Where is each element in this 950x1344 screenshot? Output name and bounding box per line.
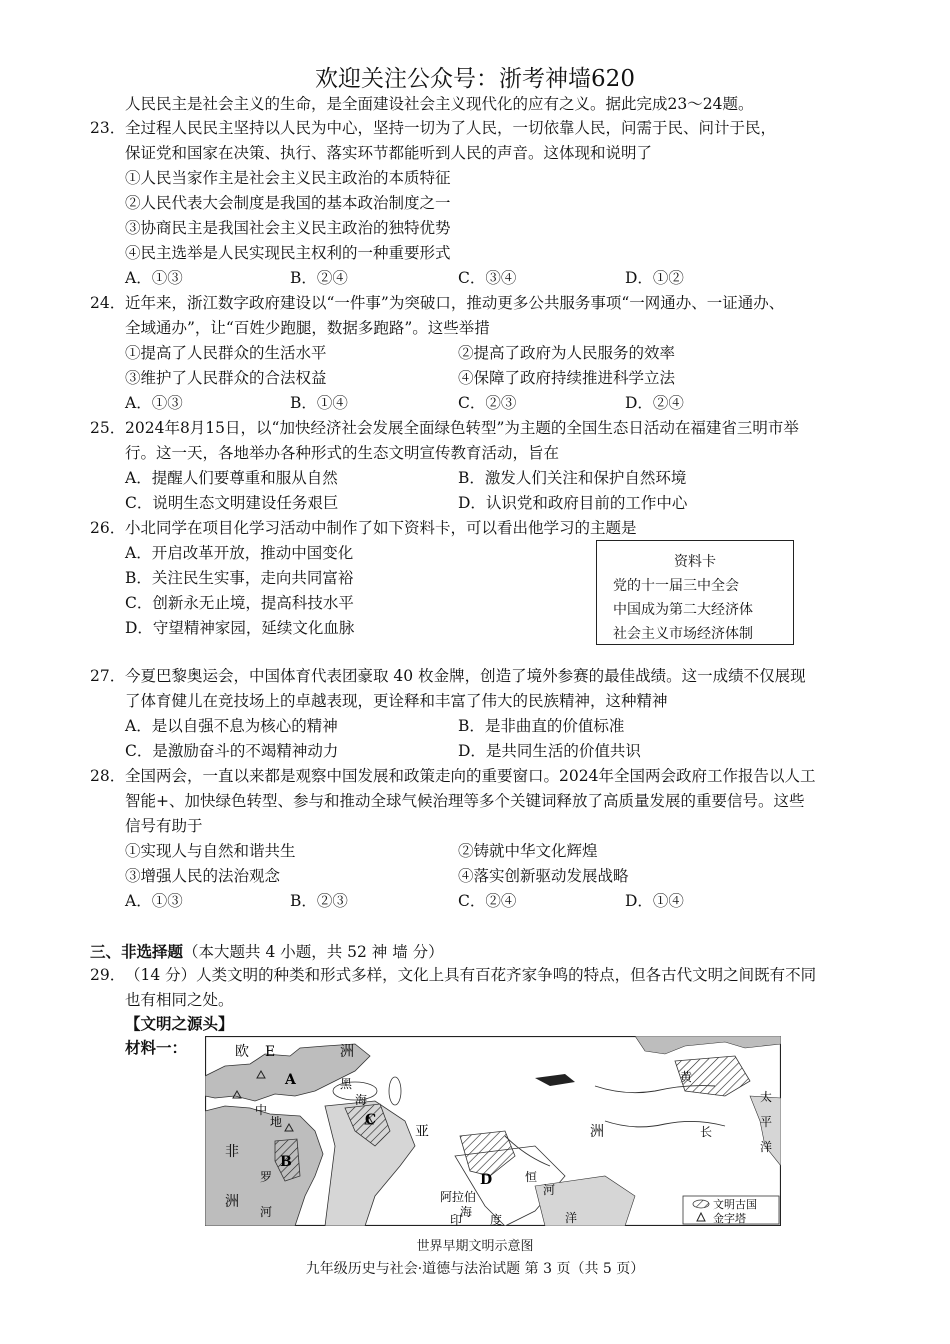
q26-option-d[interactable]: D．守望精神家园，延续文化血脉 — [125, 619, 355, 637]
label-asia-zhou: 洲 — [590, 1124, 604, 1140]
q26-stem-line1: 小北同学在项目化学习活动中制作了如下资料卡，可以看出他学习的主题是 — [125, 519, 637, 537]
q26-option-a[interactable]: A．开启改革开放，推动中国变化 — [125, 544, 354, 562]
label-europe-ou: 欧 — [235, 1044, 249, 1060]
q28-number: 28． — [90, 767, 126, 785]
label-b: B — [280, 1154, 292, 1170]
q24-statement-2: ②提高了政府为人民服务的效率 — [458, 344, 676, 362]
world-early-civilization-map — [205, 1036, 781, 1226]
q28-statement-3: ③增强人民的法治观念 — [125, 867, 281, 885]
q24-option-c[interactable]: C．②③ — [458, 394, 517, 412]
q27-stem-line1: 今夏巴黎奥运会，中国体育代表团豪取 40 枚金牌，创造了境外参赛的最佳战绩。这一成绩不仅展现 — [125, 667, 806, 685]
label-c: C — [365, 1112, 377, 1128]
label-huang: 黄 — [680, 1070, 693, 1084]
q25-option-b[interactable]: B．激发人们关注和保护自然环境 — [458, 469, 687, 487]
intro-text: 人民民主是社会主义的生命，是全面建设社会主义现代化的应有之义。据此完成23～24题。 — [125, 95, 754, 113]
q27-stem-line2: 了体育健儿在竞技场上的卓越表现，更诠释和丰富了伟大的民族精神，这种精神 — [125, 692, 668, 710]
label-zhong: 中 — [255, 1103, 268, 1117]
label-zhou-af: 洲 — [225, 1194, 239, 1210]
q25-option-a[interactable]: A．提醒人们要尊重和服从自然 — [125, 469, 338, 487]
label-hai2: 海 — [460, 1205, 473, 1219]
q23-option-c[interactable]: C．③④ — [458, 269, 517, 287]
q28-option-c[interactable]: C．②④ — [458, 892, 517, 910]
label-ya: 亚 — [415, 1124, 429, 1140]
section-heading — [90, 940, 444, 962]
q29-number: 29． — [90, 966, 126, 984]
q23-statement-4: ④民主选举是人民实现民主权利的一种重要形式 — [125, 244, 451, 262]
q23-statement-1: ①人民当家作主是社会主义民主政治的本质特征 — [125, 169, 451, 187]
label-ping: 平 — [760, 1115, 773, 1129]
q24-number: 24． — [90, 294, 126, 312]
legend-pyr-label: 金字塔 — [713, 1212, 746, 1225]
q23-option-b[interactable]: B．②④ — [290, 269, 348, 287]
card-title: 资料卡 — [674, 554, 716, 570]
label-tai: 太 — [760, 1090, 773, 1104]
q24-statement-4: ④保障了政府持续推进科学立法 — [458, 369, 676, 387]
label-d: D — [480, 1172, 493, 1188]
watermark-banner: 欢迎关注公众号：浙考神墙620 — [315, 66, 635, 92]
q29-stem-line1: （14 分）人类文明的种类和形式多样，文化上具有百花齐家争鸣的特点，但各古代文明之间既有不同 — [125, 966, 817, 984]
q28-statement-1: ①实现人与自然和谐共生 — [125, 842, 296, 860]
q23-option-a[interactable]: A．①③ — [125, 269, 183, 287]
q25-number: 25． — [90, 419, 126, 437]
label-yin: 印 — [450, 1213, 463, 1226]
label-chang: 长 — [700, 1125, 713, 1139]
label-black: 黑 — [340, 1077, 353, 1091]
label-arab: 阿拉伯 — [440, 1190, 477, 1204]
q27-option-a[interactable]: A．是以自强不息为核心的精神 — [125, 717, 338, 735]
q28-option-b[interactable]: B．②③ — [290, 892, 348, 910]
label-yang: 洋 — [760, 1140, 773, 1154]
label-du: 度 — [490, 1213, 503, 1226]
q23-option-d[interactable]: D．①② — [625, 269, 684, 287]
q27-number: 27． — [90, 667, 126, 685]
section-title: 三、非选择题 — [90, 942, 184, 961]
card-line-2: 中国成为第二大经济体 — [613, 602, 753, 618]
map-caption: 世界早期文明示意图 — [416, 1239, 534, 1254]
q29-subheading: 【文明之源头】 — [125, 1014, 234, 1033]
q26-number: 26． — [90, 519, 126, 537]
label-fei: 非 — [225, 1144, 239, 1160]
q29-material-label: 材料一： — [125, 1038, 188, 1057]
q25-stem-line2: 行。这一天，各地举办各种形式的生态文明宣传教育活动，旨在 — [125, 444, 560, 462]
q25-option-d[interactable]: D．认识党和政府目前的工作中心 — [458, 494, 688, 512]
legend-civ-label: 文明古国 — [713, 1198, 757, 1211]
label-di: 地 — [270, 1115, 283, 1129]
q26-option-b[interactable]: B．关注民生实事，走向共同富裕 — [125, 569, 354, 587]
label-heng: 恒 — [525, 1170, 538, 1184]
q24-option-b[interactable]: B．①④ — [290, 394, 348, 412]
q28-statement-2: ②铸就中华文化辉煌 — [458, 842, 598, 860]
label-he-nile: 河 — [260, 1205, 273, 1219]
q25-option-c[interactable]: C．说明生态文明建设任务艰巨 — [125, 494, 339, 512]
caspian-sea — [389, 1077, 401, 1105]
q23-stem-line2: 保证党和国家在决策、执行、落实环节都能听到人民的声音。这体现和说明了 — [125, 144, 653, 162]
q23-number: 23． — [90, 119, 126, 137]
q23-statement-3: ③协商民主是我国社会主义民主政治的独特优势 — [125, 219, 451, 237]
page-footer: 九年级历史与社会·道德与法治试题 第 3 页（共 5 页） — [305, 1261, 645, 1277]
label-e: E — [265, 1044, 276, 1060]
q28-stem-line2: 智能+、加快绿色转型、参与和推动全球气候治理等多个关键词释放了高质量发展的重要信号。这些 — [125, 792, 805, 810]
q24-statement-3: ③维护了人民群众的合法权益 — [125, 369, 327, 387]
material-card — [596, 540, 794, 645]
q28-stem-line3: 信号有助于 — [125, 817, 203, 835]
section-note: （本大题共 4 小题，共 52 神 墙 分） — [183, 943, 444, 961]
label-europe-zhou: 洲 — [340, 1044, 354, 1060]
q28-option-a[interactable]: A．①③ — [125, 892, 183, 910]
q24-statement-1: ①提高了人民群众的生活水平 — [125, 344, 327, 362]
q23-stem-line1: 全过程人民民主坚持以人民为中心，坚持一切为了人民，一切依靠人民，问需于民、问计于民， — [125, 119, 777, 137]
label-yang2: 洋 — [565, 1211, 578, 1225]
q24-stem-line1: 近年来，浙江数字政府建设以“一件事”为突破口，推动更多公共服务事项“一网通办、一证通办、 — [125, 294, 785, 312]
q29-stem-line2: 也有相同之处。 — [125, 991, 234, 1009]
label-a: A — [285, 1072, 296, 1088]
q24-option-a[interactable]: A．①③ — [125, 394, 183, 412]
label-sea: 海 — [355, 1093, 368, 1107]
q25-stem-line1: 2024年8月15日，以“加快经济社会发展全面绿色转型”为主题的全国生态日活动在福建省三明市举 — [125, 419, 799, 437]
legend-civ-swatch — [693, 1200, 709, 1208]
label-luo: 罗 — [260, 1170, 273, 1184]
label-he-ganges: 河 — [543, 1183, 556, 1197]
q28-stem-line1: 全国两会，一直以来都是观察中国发展和政策走向的重要窗口。2024年全国两会政府工作报告以人工 — [125, 767, 816, 785]
q26-option-c[interactable]: C．创新永无止境，提高科技水平 — [125, 594, 354, 612]
q28-option-d[interactable]: D．①④ — [625, 892, 684, 910]
q23-statement-2: ②人民代表大会制度是我国的基本政治制度之一 — [125, 194, 451, 212]
q27-option-b[interactable]: B．是非曲直的价值标准 — [458, 717, 625, 735]
q28-statement-4: ④落实创新驱动发展战略 — [458, 867, 629, 885]
q27-option-d[interactable]: D．是共同生活的价值共识 — [458, 742, 641, 760]
card-line-1: 党的十一届三中全会 — [613, 578, 739, 594]
q24-stem-line2: 全域通办”，让“百姓少跑腿，数据多跑路”。这些举措 — [125, 319, 490, 337]
q27-option-c[interactable]: C．是激励奋斗的不竭精神动力 — [125, 742, 339, 760]
q24-option-d[interactable]: D．②④ — [625, 394, 684, 412]
card-line-3: 社会主义市场经济体制 — [613, 626, 753, 642]
